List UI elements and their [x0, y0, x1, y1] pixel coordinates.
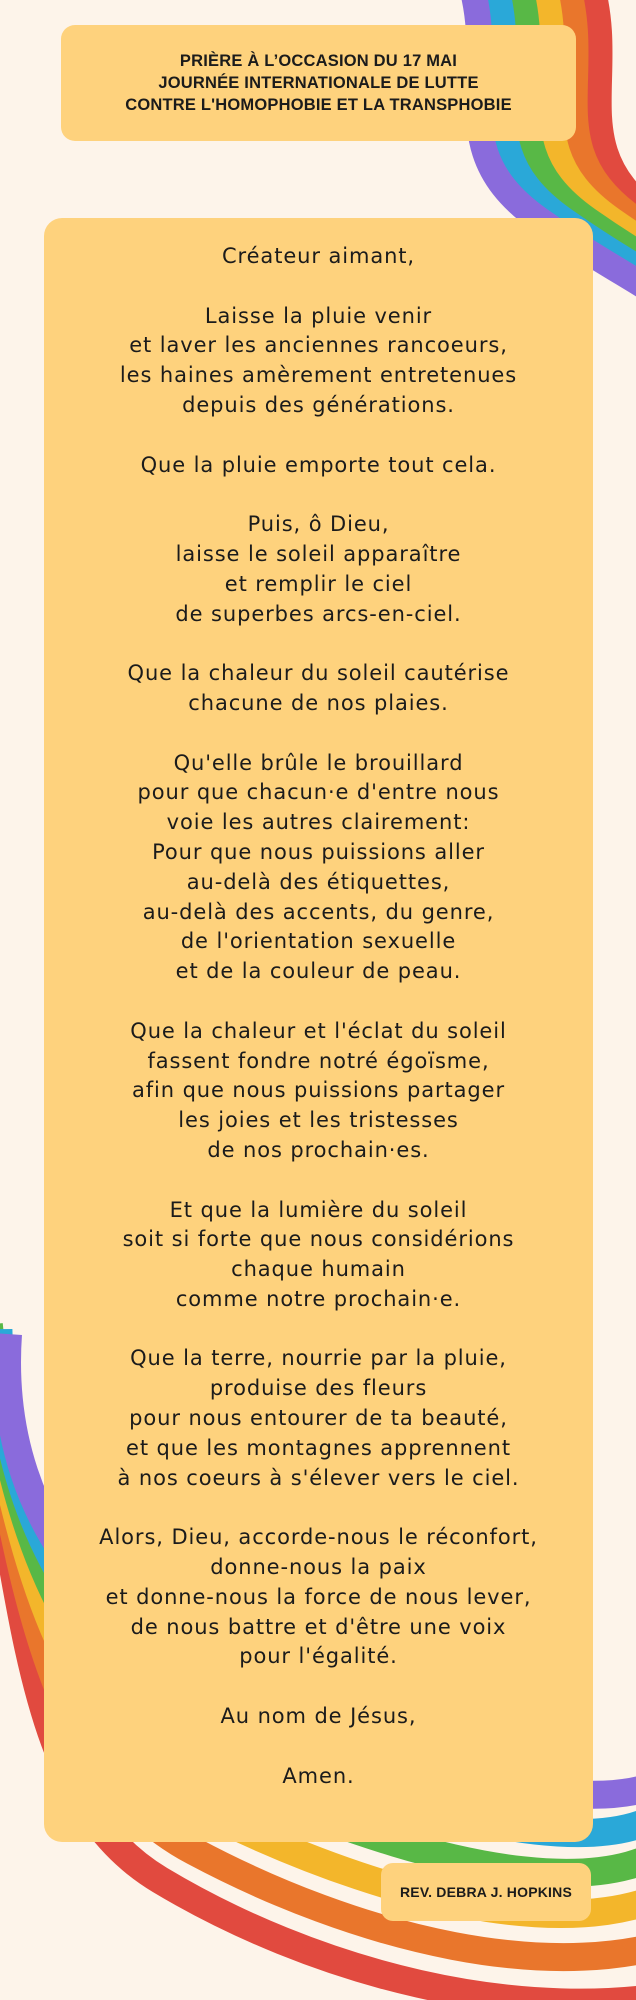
- prayer-line: au-delà des étiquettes,: [186, 869, 451, 894]
- prayer-line: Alors, Dieu, accorde-nous le réconfort,: [99, 1525, 538, 1550]
- stanza: [44, 242, 593, 272]
- prayer-card: [44, 218, 593, 1842]
- prayer-line: de nous battre et d'être une voix: [130, 1614, 507, 1639]
- prayer-line: Que la chaleur et l'éclat du soleil: [130, 1018, 507, 1043]
- prayer-line: chacune de nos plaies.: [188, 690, 449, 715]
- prayer-line: Puis, ô Dieu,: [247, 512, 390, 537]
- prayer-line: au-delà des accents, du genre,: [142, 899, 495, 924]
- prayer-line: et que les montagnes apprennent: [126, 1435, 511, 1460]
- prayer-line: pour nous entourer de ta beauté,: [129, 1406, 508, 1431]
- signature-text: REV. DEBRA J. HOPKINS: [400, 1884, 572, 1900]
- stanza: [44, 1702, 593, 1732]
- stanza: [44, 659, 593, 719]
- prayer-line: depuis des générations.: [182, 392, 455, 417]
- prayer-line: donne-nous la paix: [210, 1555, 427, 1580]
- prayer-line: Que la terre, nourrie par la pluie,: [130, 1346, 507, 1371]
- prayer-line: Au nom de Jésus,: [220, 1704, 417, 1729]
- prayer-line: les joies et les tristesses: [178, 1108, 459, 1133]
- prayer-line: pour que chacun·e d'entre nous: [137, 780, 500, 805]
- title-line-1: PRIÈRE À L’OCCASION DU 17 MAI: [179, 52, 458, 70]
- prayer-line: de superbes arcs-en-ciel.: [175, 601, 462, 626]
- prayer-line: Créateur aimant,: [221, 244, 416, 268]
- prayer-line: de nos prochain·es.: [207, 1137, 430, 1162]
- prayer-line: à nos coeurs à s'élever vers le ciel.: [117, 1465, 520, 1490]
- prayer-line: les haines amèrement entretenues: [119, 363, 518, 388]
- stanza: [44, 510, 593, 629]
- prayer-line: voie les autres clairement:: [166, 810, 471, 835]
- signature-card: [381, 1863, 591, 1921]
- prayer-line: soit si forte que nous considérions: [122, 1227, 515, 1252]
- stanza: [44, 1017, 593, 1166]
- prayer-line: de l'orientation sexuelle: [180, 929, 457, 954]
- prayer-line: et remplir le ciel: [224, 571, 413, 596]
- prayer-text: [44, 242, 593, 1791]
- prayer-line: et de la couleur de peau.: [175, 959, 462, 984]
- prayer-line: Amen.: [282, 1763, 355, 1788]
- title-card: [61, 25, 576, 141]
- prayer-line: pour l'égalité.: [239, 1644, 398, 1669]
- prayer-line: Laisse la pluie venir: [204, 303, 433, 328]
- stanza: [44, 1523, 593, 1672]
- prayer-line: et laver les anciennes rancoeurs,: [129, 333, 508, 358]
- title-line-2: JOURNÉE INTERNATIONALE DE LUTTE: [158, 74, 479, 92]
- prayer-line: fassent fondre notré égoïsme,: [147, 1048, 490, 1073]
- prayer-line: et donne-nous la force de nous lever,: [105, 1584, 532, 1609]
- stanza: [44, 451, 593, 481]
- prayer-line: Que la pluie emporte tout cela.: [140, 452, 497, 477]
- prayer-line: afin que nous puissions partager: [132, 1078, 505, 1103]
- prayer-line: laisse le soleil apparaître: [175, 541, 462, 566]
- stanza: [44, 749, 593, 987]
- prayer-line: Pour que nous puissions aller: [152, 839, 485, 864]
- stanza: [44, 1344, 593, 1493]
- prayer-line: produise des fleurs: [209, 1376, 428, 1401]
- prayer-line: Que la chaleur du soleil cautérise: [127, 661, 510, 686]
- stanza: [44, 1762, 593, 1792]
- stanza: [44, 1196, 593, 1315]
- prayer-line: Qu'elle brûle le brouillard: [173, 750, 464, 775]
- title-line-3: CONTRE L'HOMOPHOBIE ET LA TRANSPHOBIE: [125, 96, 512, 114]
- prayer-line: comme notre prochain·e.: [175, 1286, 462, 1311]
- stanza: [44, 302, 593, 421]
- prayer-line: Et que la lumière du soleil: [169, 1197, 468, 1222]
- prayer-line: chaque humain: [231, 1257, 406, 1282]
